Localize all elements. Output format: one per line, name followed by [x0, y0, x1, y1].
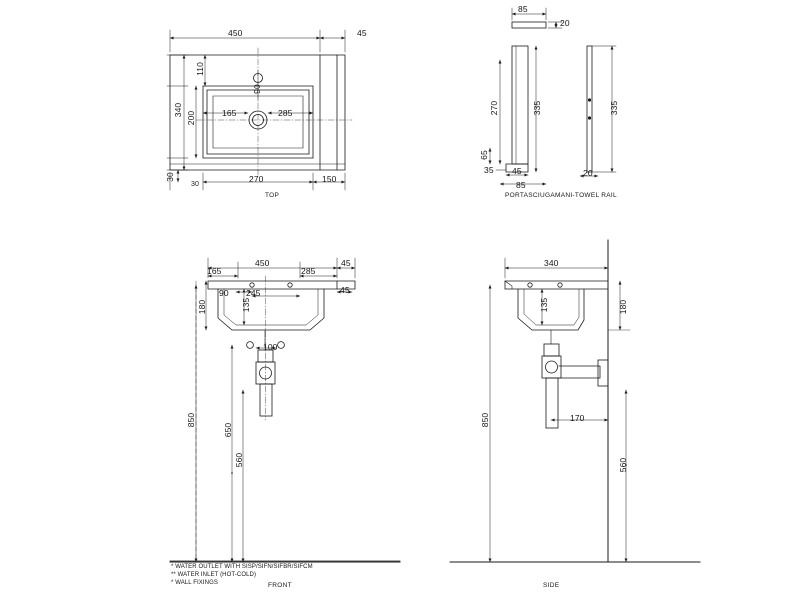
side-dim-bowl-height: 135	[539, 297, 550, 313]
front-dim-tap-hole: 90	[219, 288, 229, 298]
top-dim-right-flat: 150	[322, 174, 337, 184]
top-dim-bowl-width: 270	[249, 174, 264, 184]
top-dim-front-lip-2: 30	[191, 181, 199, 188]
side-dim-depth: 340	[544, 258, 559, 268]
acc-dim-body-height: 270	[489, 100, 500, 116]
top-dim-front-lip: 30	[164, 172, 175, 182]
front-dim-bowl-height: 135	[241, 297, 252, 313]
top-dim-back-to-bowl: 110	[194, 62, 205, 76]
acc-dim-top-height: 20	[560, 18, 570, 28]
front-dim-bowl-right: 285	[301, 266, 316, 276]
front-dim-inner-width: 245	[246, 288, 261, 298]
note-water-inlet: ** WATER INLET (HOT-COLD)	[171, 572, 257, 578]
acc-dim-total-height: 335	[532, 100, 543, 116]
front-dim-right-offset: 45	[341, 258, 351, 268]
top-dim-bowl-depth: 200	[186, 110, 197, 126]
side-view-geometry	[450, 240, 700, 562]
acc-dim-side-depth: 20	[583, 168, 593, 178]
front-dim-edge: 45	[340, 285, 350, 295]
top-dim-bowl-left: 165	[222, 108, 237, 118]
acc-dim-top-width: 85	[518, 4, 528, 14]
front-dim-basin-height: 180	[197, 299, 208, 315]
view-label-side: SIDE	[543, 582, 560, 589]
accessory-view-dimensions	[490, 8, 616, 184]
side-dim-fixing-height: 560	[618, 457, 629, 473]
acc-dim-foot-width: 45	[512, 166, 522, 176]
front-dim-overall-width: 450	[255, 258, 270, 268]
side-dim-floor-to-rim: 850	[480, 412, 491, 428]
front-view-dimensions	[196, 258, 355, 562]
top-dim-tap-hole: 90	[251, 84, 262, 94]
front-dim-floor-to-rim: 850	[186, 412, 197, 428]
view-label-front: FRONT	[268, 582, 292, 589]
acc-dim-lower-b: 35	[484, 165, 494, 175]
side-dim-trap-offset: 170	[570, 413, 585, 423]
view-label-top: TOP	[265, 192, 280, 199]
front-dim-inlet-height: 650	[223, 422, 234, 438]
accessory-view-geometry	[506, 22, 592, 172]
acc-dim-lower-a: 65	[478, 150, 489, 160]
top-dim-right-offset: 45	[357, 28, 367, 38]
front-view-geometry	[170, 276, 400, 562]
top-dim-bowl-right: 285	[278, 108, 293, 118]
note-water-outlet: * WATER OUTLET WITH SISP/SIFN/SIFBR/SIFCM	[171, 564, 313, 570]
view-label-accessory: PORTASCIUGAMANI-TOWEL RAIL	[505, 192, 617, 199]
top-dim-overall-width: 450	[228, 28, 243, 38]
front-dim-left-offset: 165	[207, 266, 222, 276]
acc-dim-side-height: 335	[609, 100, 620, 116]
note-wall-fixings: * WALL FIXINGS	[171, 580, 218, 586]
side-dim-basin-height: 180	[618, 299, 629, 315]
side-view-dimensions	[490, 258, 630, 562]
front-dim-outlet: 100	[263, 342, 278, 352]
top-dim-depth-total: 340	[173, 102, 184, 118]
front-dim-fixing-height: 560	[234, 452, 245, 468]
acc-dim-foot-total: 85	[516, 180, 526, 190]
